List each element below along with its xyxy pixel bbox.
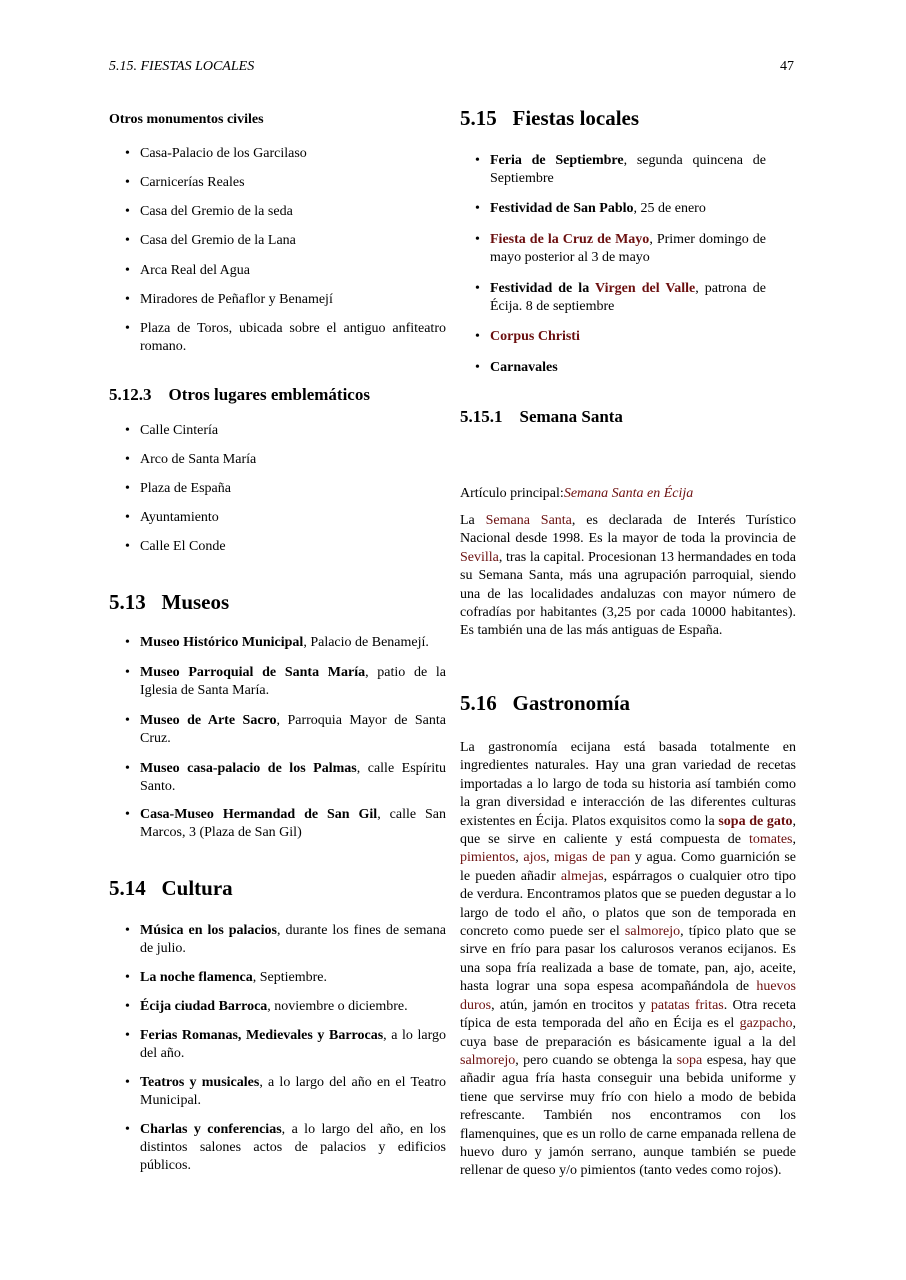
link-migas-de-pan[interactable]: migas de pan: [554, 850, 631, 866]
item-strong: Música en los palacios: [140, 923, 277, 938]
section-heading-gastronomia: [460, 691, 630, 716]
bullet: •: [475, 329, 480, 344]
bullet: •: [475, 201, 480, 216]
item-text: , durante los fines de semana de julio.: [140, 923, 446, 956]
item-text: Casa del Gremio de la Lana: [140, 233, 296, 248]
bullet: •: [125, 233, 130, 248]
bullet: •: [125, 635, 130, 650]
section-title: Otros lugares emblemáticos: [168, 385, 370, 404]
bullet: •: [475, 360, 480, 375]
text: , cuya base de preparación es básicamente igual a la del: [460, 1016, 796, 1050]
item-text: Casa del Gremio de la seda: [140, 204, 293, 219]
bullet: •: [125, 175, 130, 190]
section-title: Museos: [161, 590, 230, 614]
item-strong: Casa-Museo Hermandad de San Gil: [140, 807, 378, 822]
item-text: , Septiembre.: [252, 970, 328, 985]
item-strong: Museo de Arte Sacro: [140, 713, 277, 728]
text: , típico plato que se sirve en frío para pasar los calurosos veranos ecijanos. Es una sopa fría realizada a base de tomate, pan, ajo, aceite, hasta lograr una sopa espesa acompañándola de: [460, 924, 796, 995]
item-text: , Parroquia Mayor de Santa Cruz.: [140, 713, 446, 746]
item-strong: La noche flamenca: [140, 970, 253, 985]
section-heading-cultura: [109, 876, 233, 901]
text: La gastronomía ecijana está basada totalmente en ingredientes naturales. Hay una gran variedad de recetas importadas a lo largo de toda su historia así también como la gran diversidad e interacción de las diferentes culturas existentes en Écija. Platos exquisitos como la: [460, 740, 796, 829]
bullet: •: [125, 1122, 130, 1137]
section-number: 5.16: [460, 691, 497, 715]
section-number: 5.15.1: [460, 407, 503, 426]
item-strong: Museo casa-palacio de los Palmas: [140, 761, 357, 776]
section-title: Cultura: [161, 876, 233, 900]
item-text: Plaza de España: [140, 481, 231, 496]
section-heading-semana-santa: [460, 407, 623, 427]
bullet: •: [125, 665, 130, 680]
item-strong: Festividad de la: [490, 281, 595, 296]
main-article-link[interactable]: Semana Santa en Écija: [563, 486, 694, 501]
item-text: , a lo largo del año.: [140, 1028, 446, 1061]
item-text: Ayuntamiento: [140, 510, 219, 525]
section-title: Semana Santa: [519, 407, 623, 426]
item-text: , patrona de Écija. 8 de septiembre: [490, 281, 766, 314]
bullet: •: [125, 1028, 130, 1043]
item-strong: Museo Parroquial de Santa María: [140, 665, 366, 680]
section-heading-fiestas: [460, 106, 639, 131]
item-body: [140, 969, 446, 987]
item-text: Calle Cintería: [140, 423, 219, 438]
item-strong: Museo Histórico Municipal: [140, 635, 304, 650]
text: espesa, hay que añadir agua fría hasta conseguir una bebida uniforme y tiene que servirse muy frío con hielo a modo de bebida refrescante. También nos encontramos con los flamenquines, que es un rollo de carne empanada rellena de huevo duro y jamón serrano, aunque también se puede rellenar de queso y/o pimientos (tanto vedes como rojos).: [460, 1052, 796, 1179]
bullet: •: [475, 232, 480, 247]
item-strong: Charlas y conferencias: [140, 1122, 282, 1137]
item-body: [140, 634, 446, 652]
bullet: •: [125, 146, 130, 161]
bullet: •: [125, 539, 130, 554]
item-strong: Écija ciudad Barroca: [140, 999, 268, 1014]
text: La: [460, 513, 486, 528]
section-title: Fiestas locales: [512, 106, 640, 130]
item-link[interactable]: Fiesta de la Cruz de Mayo: [490, 232, 650, 247]
item-text: , patio de la Iglesia de Santa María.: [140, 665, 447, 698]
text: ,: [515, 850, 524, 866]
bullet: •: [125, 761, 130, 776]
paragraph-semana-santa: [460, 512, 796, 641]
item-strong: Feria de Septiembre: [490, 153, 624, 168]
item-text: Miradores de Peñaflor y Benamejí: [140, 292, 333, 307]
text: ,: [792, 832, 796, 848]
item-body: [140, 760, 446, 796]
bullet: •: [125, 999, 130, 1014]
item-text: , calle Espíritu Santo.: [140, 761, 446, 794]
text: . Otra receta típica de esta temporada del año en Écija es el: [460, 997, 796, 1032]
item-body: [140, 806, 446, 842]
bullet: •: [125, 1075, 130, 1090]
bullet: •: [125, 452, 130, 467]
section-title: Gastronomía: [512, 691, 630, 715]
link-salmorejo[interactable]: salmorejo: [460, 1052, 516, 1068]
bullet: •: [125, 713, 130, 728]
running-header: 5.15. FIESTAS LOCALES: [109, 59, 255, 74]
paragraph-gastronomia: [460, 739, 796, 1181]
text: ,: [545, 850, 555, 866]
link-almejas[interactable]: almejas: [560, 868, 604, 884]
bullet: •: [125, 970, 130, 985]
item-text: , Primer domingo de mayo posterior al 3 de mayo: [490, 232, 766, 265]
item-strong: Festividad de San Pablo: [490, 201, 634, 216]
item-body: [140, 922, 446, 958]
text: , que se sirve en caliente y está compuesta de: [460, 813, 796, 848]
item-text: , noviembre o diciembre.: [267, 999, 408, 1014]
link-tomates[interactable]: tomates: [748, 832, 793, 848]
item-text: Carnicerías Reales: [140, 175, 245, 190]
item-text: Plaza de Toros, ubicada sobre el antiguo anfiteatro romano.: [140, 321, 446, 354]
link-sopa-de-gato[interactable]: sopa de gato: [718, 813, 793, 829]
item-text: , a lo largo del año en el Teatro Municipal.: [140, 1075, 447, 1108]
text: , atún, jamón en trocitos y: [491, 997, 651, 1013]
item-link[interactable]: Corpus Christi: [490, 329, 580, 344]
main-article-line: [460, 486, 693, 502]
item-text: , segunda quincena de Septiembre: [490, 153, 766, 186]
link-pimientos[interactable]: pimientos: [460, 850, 516, 866]
text: y agua. Como guarnición se le pueden añadir: [460, 850, 797, 884]
item-body: [140, 1027, 446, 1063]
main-article-label: Artículo principal:: [460, 486, 564, 501]
item-body: [140, 1121, 446, 1175]
text: , tras la capital. Procesionan 13 hermandades en toda su Semana Santa, más una agrupación parroquial, siendo una de las localidades andaluzas con mayor número de cofradías por habitantes (3,25 por cada 10000 habitantes). Es también una de las más antiguas de España.: [460, 549, 796, 639]
link-gazpacho[interactable]: gazpacho: [739, 1016, 793, 1032]
section-number: 5.12.3: [109, 385, 152, 404]
item-body: [140, 664, 446, 700]
text: , pero cuando se obtenga la: [515, 1052, 677, 1068]
section-heading-lugares: [109, 385, 370, 405]
item-text: Calle El Conde: [140, 539, 226, 554]
bullet: •: [125, 423, 130, 438]
item-text: Arco de Santa María: [140, 452, 257, 467]
bullet: •: [125, 204, 130, 219]
section-number: 5.14: [109, 876, 146, 900]
item-text: , a lo largo del año, en los distintos salones actos de palacios y edificios públicos.: [140, 1122, 446, 1173]
link-semana-santa[interactable]: Semana Santa: [485, 513, 572, 528]
section-number: 5.13: [109, 590, 146, 614]
link-ajos[interactable]: ajos: [523, 850, 546, 866]
item-body: [140, 998, 446, 1016]
link-sevilla[interactable]: Sevilla: [460, 549, 499, 565]
bullet: •: [125, 292, 130, 307]
subheading-otros-monumentos: Otros monumentos civiles: [109, 112, 264, 127]
item-link[interactable]: Virgen del Valle: [594, 281, 696, 296]
item-strong: Carnavales: [490, 360, 558, 375]
bullet: •: [125, 510, 130, 525]
bullet: •: [125, 321, 130, 336]
bullet: •: [475, 153, 480, 168]
item-body: [140, 712, 446, 748]
bullet: •: [125, 923, 130, 938]
item-strong: Ferias Romanas, Medievales y Barrocas: [140, 1028, 384, 1043]
section-heading-museos: [109, 590, 229, 615]
link-salmorejo[interactable]: salmorejo: [624, 924, 681, 940]
bullet: •: [125, 263, 130, 278]
bullet: •: [475, 281, 480, 296]
link-huevos-duros[interactable]: huevos duros: [460, 979, 796, 1013]
bullet: •: [125, 481, 130, 496]
text: , es declarada de Interés Turístico Nacional desde 1998. Es la mayor de toda la provincia de: [460, 513, 797, 547]
link-sopa[interactable]: sopa: [676, 1052, 703, 1068]
item-text: , Palacio de Benamejí.: [303, 635, 429, 650]
bullet: •: [125, 807, 130, 822]
item-body: [140, 1074, 446, 1110]
item-text: Casa-Palacio de los Garcilaso: [140, 146, 307, 161]
item-text: Arca Real del Agua: [140, 263, 251, 278]
section-number: 5.15: [460, 106, 497, 130]
text: , espárragos o cualquier otro tipo de verdura. Encontramos platos que se pueden degustar a lo largo de todo el año, o platos que son de temporada en concreto como puede ser el: [460, 868, 797, 940]
item-strong: Teatros y musicales: [140, 1075, 260, 1090]
link-patatas-fritas[interactable]: patatas fritas: [650, 997, 724, 1013]
item-text: , calle San Marcos, 3 (Plaza de San Gil): [140, 807, 446, 840]
page-number: 47: [780, 59, 794, 74]
item-text: , 25 de enero: [633, 201, 706, 216]
